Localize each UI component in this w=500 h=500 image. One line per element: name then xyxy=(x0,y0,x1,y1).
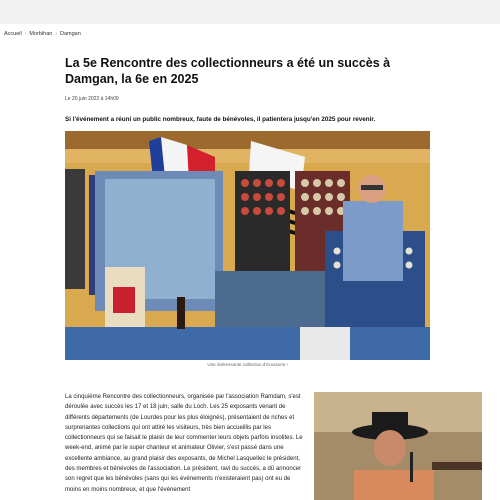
article-lede: Si l'événement a réuni un public nombreux, faute de bénévoles, il patientera jusqu'en 2025 pour revenir. xyxy=(65,116,376,123)
article-date: Le 20 juin 2023 à 14h09 xyxy=(65,96,119,102)
breadcrumb-separator: › xyxy=(55,31,58,37)
breadcrumb xyxy=(4,31,81,37)
site-header-bar xyxy=(0,0,500,24)
breadcrumb-morbihan[interactable]: Morbihan xyxy=(29,31,53,37)
breadcrumb-separator: › xyxy=(24,31,27,37)
article-body: La cinquième Rencontre des collectionneurs, organisée par l'association Ramdam, s'est déroulée avec succès les 17 et 18 juin, salle du Loch. Les 25 exposants venant de différents départements (de Lourdes pour les plus éloignés), présentaient de riches et surprenantes collections qui ont attiré les visiteurs, très bien accueillis par les collectionneurs qui se faisait le plaisir de leur commenter leurs objets parfois insolites. Le week-end, animé par le super chanteur et animateur Olivier, s'est passé dans une excellente ambiance, au grand plaisir des exposants, de Michel Lasquellec le président, des membres et bénévoles de l'association. Le président, ravi du succès, a dû annoncer son regret que les bénévoles (sans qui les événements n'existeraient pas) ont eu de moins en moins nombreux, et que l'événement xyxy=(65,394,303,493)
photo-caption: Une intéressante collection d'écussons ! xyxy=(207,362,288,367)
collection-photo[interactable] xyxy=(65,131,430,360)
singer-photo[interactable] xyxy=(314,392,482,500)
breadcrumb-damgan[interactable]: Damgan xyxy=(60,31,81,37)
singer-photo-illustration xyxy=(314,392,482,500)
breadcrumb-home[interactable]: Accueil xyxy=(4,31,22,37)
article-title: La 5e Rencontre des collectionneurs a été un succès à Damgan, la 6e en 2025 xyxy=(65,56,391,86)
collection-photo-illustration xyxy=(65,131,430,360)
